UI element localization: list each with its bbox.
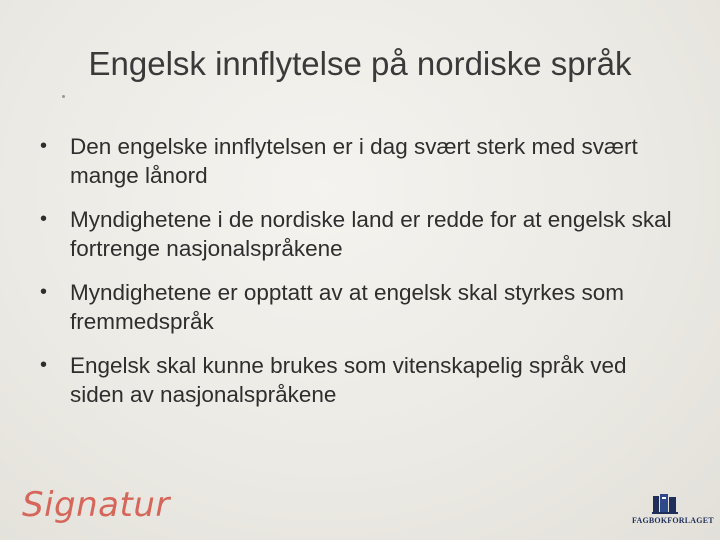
bullet-text: Myndighetene i de nordiske land er redde for at engelsk skal fortrenge nasjonalspråkene [70, 207, 672, 261]
bullet-icon: • [40, 354, 48, 376]
publisher-name: FAGBOKFORLAGET [632, 516, 714, 525]
bullet-item [40, 351, 680, 409]
bullet-icon: • [40, 281, 48, 303]
slide-title: Engelsk innflytelse på nordiske språk [88, 45, 632, 82]
bullet-text: Den engelske innflytelsen er i dag svært sterk med svært mange lånord [70, 134, 638, 188]
fagbokforlaget-logo [632, 494, 714, 530]
bullet-icon: • [40, 135, 48, 157]
bullet-item [40, 132, 680, 190]
bullet-list [40, 132, 680, 424]
signatur-logo: Signatur [22, 485, 170, 525]
bullet-text: Myndighetene er opptatt av at engelsk skal styrkes som fremmedspråk [70, 280, 625, 334]
bullet-icon: • [40, 208, 48, 230]
bullet-item [40, 205, 680, 263]
bullet-item [40, 278, 680, 336]
book-icon [652, 494, 678, 514]
title-decoration-dot [62, 95, 65, 98]
bullet-text: Engelsk skal kunne brukes som vitenskapelig språk ved siden av nasjonalspråkene [70, 353, 627, 407]
